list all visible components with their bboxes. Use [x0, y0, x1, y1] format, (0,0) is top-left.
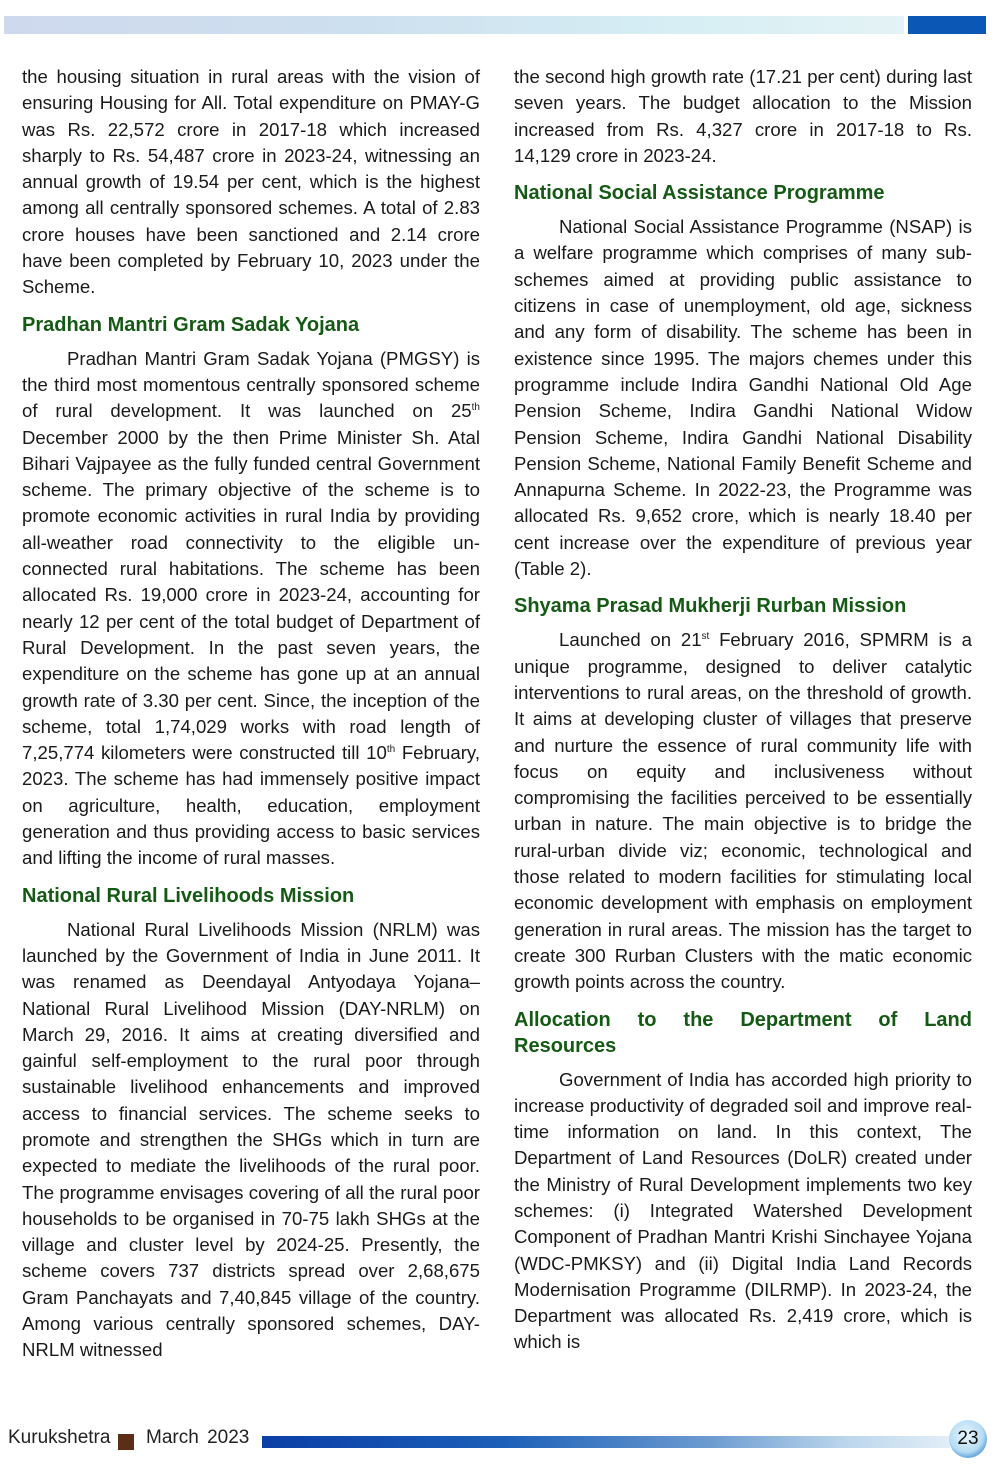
page-footer	[0, 1424, 1000, 1458]
pmgsy-paragraph	[22, 346, 480, 872]
spmrm-heading: Shyama Prasad Mukherji Rurban Mission	[514, 595, 907, 618]
footer-gradient-bar	[262, 1436, 950, 1448]
nsap-heading: National Social Assistance Programme	[514, 182, 885, 205]
ordinal-suffix: st	[701, 631, 710, 643]
header-band	[4, 16, 904, 34]
left-column	[22, 64, 480, 1364]
issue-date: March 2023	[146, 1427, 250, 1448]
nrlm-continuation-paragraph: the second high growth rate (17.21 per cent) during last seven years. The budget allocation to the Mission increased from Rs. 4,327 crore in 2017-18 to Rs. 14,129 crore in 2023-24.	[514, 66, 972, 166]
spmrm-text-1: Launched on 21	[559, 629, 702, 651]
pmgsy-text-3: February, 2023. The scheme has had immensely positive impact on agriculture, health, education, employment generation and thus providing access to basic services and lifting the income of rural masses.	[22, 742, 481, 869]
pmgsy-text-2: December 2000 by the then Prime Minister Sh. Atal Bihari Vajpayee as the fully funded central Government scheme. The primary objective of the scheme is to promote economic activities in rural India by providing all-weather road connectivity to the eligible un-connected rural habitations. The scheme has been allocated Rs. 19,000 crore in 2023-24, accounting for nearly 12 per cent of the total budget of Department of Rural Development. In the past seven years, the expenditure on the scheme has gone up at an annual growth rate of 3.30 per cent. Since, the inception of the scheme, total 1,74,029 works with road length of 7,25,774 kilometers were constructed till 10	[22, 426, 480, 764]
spmrm-paragraph	[514, 627, 972, 995]
nrlm-heading: National Rural Livelihoods Mission	[22, 884, 355, 907]
pmgsy-text-1: Pradhan Mantri Gram Sadak Yojana (PMGSY) is the third most momentous centrally sponsored scheme of rural development. It was launched on 25	[22, 347, 480, 422]
ordinal-suffix: th	[386, 743, 396, 755]
spmrm-text-2: February 2016, SPMRM is a unique programme, designed to deliver catalytic interventions to rural areas, on the threshold of growth. It aims at developing cluster of villages that preserve and nurture the essence of rural community life with focus on equity and inclusiveness without compromising the facilities perceived to be essentially urban in nature. The main objective is to bridge the rural-urban divide viz; economic, technological and those related to modern facilities for stimulating local economic development with emphasis on employment generation in rural areas. The mission has the target to create 300 Rurban Clusters with the matic economic growth points across the country.	[514, 629, 972, 993]
magazine-name: Kurukshetra	[8, 1427, 111, 1448]
header-accent-block	[908, 16, 986, 34]
pmay-continuation-paragraph: the housing situation in rural areas with the vision of ensuring Housing for All. Total expenditure on PMAY-G was Rs. 22,572 crore in 2017-18 which increased sharply to Rs. 54,487 crore in 2023-24, witnessing an annual growth of 19.54 per cent, which is the highest among all centrally sponsored schemes. A total of 2.83 crore houses have been sanctioned and 2.14 crore have been completed by February 10, 2023 under the Scheme.	[22, 66, 480, 298]
page-number: 23	[957, 1428, 979, 1449]
page-number-badge	[949, 1420, 987, 1458]
ordinal-suffix: th	[471, 402, 480, 414]
right-column	[514, 64, 972, 1356]
nsap-paragraph: National Social Assistance Programme (NSAP) is a welfare programme which comprises of many sub-schemes aimed at providing public assistance to citizens in case of unemployment, old age, sickness and any form of disability. The scheme has been in existence since 1995. The majors chemes under this programme include Indira Gandhi National Old Age Pension Scheme, Indira Gandhi National Widow Pension Scheme, Indira Gandhi National Disability Pension Scheme, National Family Benefit Scheme and Annapurna Scheme. In 2022-23, the Programme was allocated Rs. 9,652 crore, which is nearly 18.40 per cent increase over the expenditure of previous year (Table 2).	[514, 216, 972, 580]
nrlm-paragraph: National Rural Livelihoods Mission (NRLM) was launched by the Government of India in June 2011. It was renamed as Deendayal Antyodaya Yojana–National Rural Livelihood Mission (DAY-NRLM) on March 29, 2016. It aims at creating diversified and gainful self-employment to the rural poor through sustainable livelihood enhancements and improved access to financial services. The scheme seeks to promote and strengthen the SHGs which in turn are expected to mediate the livelihoods of the rural poor. The programme envisages covering of all the rural poor households to be organised in 70-75 lakh SHGs at the village and cluster level by 2024-25. Presently, the scheme covers 737 districts spread over 2,68,675 Gram Panchayats and 7,40,845 village of the country. Among various centrally sponsored schemes, DAY-NRLM witnessed	[22, 918, 480, 1361]
dolr-heading: Allocation to the Department of Land Resources	[514, 1008, 972, 1057]
separator-square-icon	[118, 1434, 134, 1450]
pmgsy-heading: Pradhan Mantri Gram Sadak Yojana	[22, 313, 360, 336]
dolr-paragraph: Government of India has accorded high priority to increase productivity of degraded soil and improve real-time information on land. In this context, The Department of Land Resources (DoLR) created under the Ministry of Rural Development implements two key schemes: (i) Integrated Watershed Development Component of Pradhan Mantri Krishi Sinchayee Yojana (WDC-PMKSY) and (ii) Digital India Land Records Modernisation Programme (DILRMP). In 2023-24, the Department was allocated Rs. 2,419 crore, which is which is	[514, 1068, 972, 1353]
